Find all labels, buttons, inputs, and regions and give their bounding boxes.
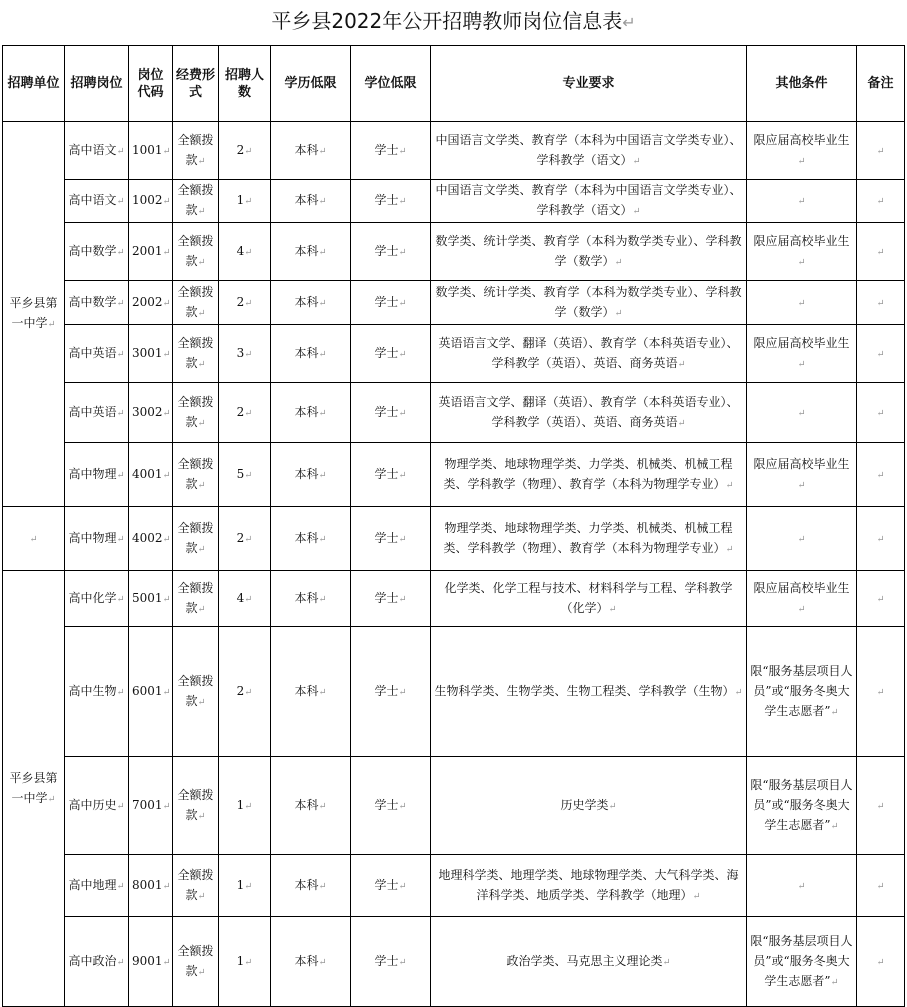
paragraph-mark: ↵ <box>725 543 734 555</box>
post-cell: 高中英语↵ <box>65 325 129 383</box>
paragraph-mark: ↵ <box>116 686 125 698</box>
req-cell: 化学类、化学工程与技术、材料科学与工程、学科教学（化学）↵ <box>431 571 747 627</box>
fund-cell: 全额拨款↵ <box>173 223 219 281</box>
header-cell: 学历低限 <box>271 46 351 122</box>
table-row <box>3 917 905 1007</box>
note-cell <box>857 855 905 917</box>
paragraph-mark: ↵ <box>876 533 885 545</box>
paragraph-mark: ↵ <box>162 297 171 309</box>
paragraph-mark: ↵ <box>244 469 253 481</box>
paragraph-mark: ↵ <box>797 256 806 268</box>
post-cell: 高中政治↵ <box>65 917 129 1007</box>
edu-cell: 本科↵ <box>271 383 351 443</box>
fund-cell: 全额拨款↵ <box>173 507 219 571</box>
paragraph-mark: ↵ <box>244 145 253 157</box>
fund-cell: 全额拨款↵ <box>173 122 219 180</box>
paragraph-mark: ↵ <box>797 533 806 545</box>
edu-cell: 本科↵ <box>271 122 351 180</box>
unit-cell: 平乡县第一中学↵ <box>3 571 65 1007</box>
num-cell: 2↵ <box>219 281 271 325</box>
num-cell: 2↵ <box>219 383 271 443</box>
paragraph-mark: ↵ <box>876 469 885 481</box>
paragraph-mark: ↵ <box>116 297 125 309</box>
paragraph-mark: ↵ <box>116 348 125 360</box>
code-cell: 1002↵ <box>129 180 173 223</box>
cond-cell: 限应届高校毕业生↵ <box>747 122 857 180</box>
paragraph-mark: ↵ <box>244 407 253 419</box>
paragraph-mark: ↵ <box>162 533 171 545</box>
header-cell: 招聘岗位 <box>65 46 129 122</box>
fund-cell: 全额拨款↵ <box>173 855 219 917</box>
paragraph-mark: ↵ <box>318 593 327 605</box>
req-cell: 地理科学类、地理学类、地球物理学类、大气科学类、海洋科学类、地质学类、学科教学（地理）↵ <box>431 855 747 917</box>
paragraph-mark: ↵ <box>632 206 641 217</box>
edu-cell: 本科↵ <box>271 325 351 383</box>
fund-cell: 全额拨款↵ <box>173 627 219 757</box>
paragraph-mark: ↵ <box>318 880 327 892</box>
paragraph-mark: ↵ <box>116 533 125 545</box>
paragraph-mark: ↵ <box>632 155 641 167</box>
paragraph-mark: ↵ <box>734 686 743 698</box>
paragraph-mark: ↵ <box>162 800 171 812</box>
paragraph-mark: ↵ <box>398 880 407 892</box>
edu-cell: 本科↵ <box>271 507 351 571</box>
paragraph-mark: ↵ <box>162 196 171 207</box>
paragraph-mark: ↵ <box>116 145 125 157</box>
paragraph-mark: ↵ <box>830 976 839 988</box>
num-cell: 1↵ <box>219 757 271 855</box>
table-row <box>3 325 905 383</box>
paragraph-mark: ↵ <box>197 307 206 319</box>
req-cell: 数学类、统计学类、教育学（本科为数学类专业）、学科教学（数学）↵ <box>431 281 747 325</box>
paragraph-mark: ↵ <box>162 348 171 360</box>
paragraph-mark: ↵ <box>398 145 407 157</box>
fund-cell: 全额拨款↵ <box>173 383 219 443</box>
paragraph-mark: ↵ <box>318 246 327 258</box>
edu-cell: 本科↵ <box>271 855 351 917</box>
paragraph-mark: ↵ <box>876 800 885 812</box>
cond-cell <box>747 281 857 325</box>
req-cell: 中国语言文学类、教育学（本科为中国语言文学类专业）、学科教学（语文）↵ <box>431 180 747 223</box>
paragraph-mark: ↵ <box>244 686 253 698</box>
code-cell: 7001↵ <box>129 757 173 855</box>
note-cell <box>857 627 905 757</box>
paragraph-mark: ↵ <box>830 820 839 832</box>
paragraph-mark: ↵ <box>318 348 327 360</box>
fund-cell: 全额拨款↵ <box>173 757 219 855</box>
paragraph-mark: ↵ <box>318 956 327 968</box>
paragraph-mark: ↵ <box>662 956 671 968</box>
paragraph-mark: ↵ <box>318 800 327 812</box>
paragraph-mark: ↵ <box>244 348 253 360</box>
paragraph-mark: ↵ <box>398 246 407 258</box>
degree-cell: 学士↵ <box>351 627 431 757</box>
edu-cell: 本科↵ <box>271 223 351 281</box>
degree-cell: 学士↵ <box>351 507 431 571</box>
num-cell: 1↵ <box>219 917 271 1007</box>
paragraph-mark: ↵ <box>116 800 125 812</box>
note-cell <box>857 507 905 571</box>
paragraph-mark: ↵ <box>116 196 125 207</box>
paragraph-mark: ↵ <box>797 155 806 167</box>
paragraph-mark: ↵ <box>318 297 327 309</box>
cond-cell: 限“服务基层项目人员”或“服务冬奥大学生志愿者”↵ <box>747 757 857 855</box>
post-cell: 高中地理↵ <box>65 855 129 917</box>
paragraph-mark: ↵ <box>318 145 327 157</box>
table-row <box>3 180 905 223</box>
paragraph-mark: ↵ <box>197 543 206 555</box>
edu-cell: 本科↵ <box>271 627 351 757</box>
paragraph-mark: ↵ <box>398 800 407 812</box>
paragraph-mark: ↵ <box>318 686 327 698</box>
post-cell: 高中语文↵ <box>65 122 129 180</box>
fund-cell: 全额拨款↵ <box>173 443 219 507</box>
paragraph-mark: ↵ <box>197 810 206 822</box>
paragraph-mark: ↵ <box>116 593 125 605</box>
paragraph-mark: ↵ <box>876 246 885 258</box>
num-cell: 1↵ <box>219 855 271 917</box>
paragraph-mark: ↵ <box>692 890 701 902</box>
cond-cell <box>747 383 857 443</box>
post-cell: 高中物理↵ <box>65 443 129 507</box>
table-row <box>3 571 905 627</box>
paragraph-mark: ↵ <box>830 706 839 718</box>
paragraph-mark: ↵ <box>244 533 253 545</box>
fund-cell: 全额拨款↵ <box>173 917 219 1007</box>
edu-cell: 本科↵ <box>271 281 351 325</box>
num-cell: 5↵ <box>219 443 271 507</box>
paragraph-mark: ↵ <box>797 603 806 615</box>
degree-cell: 学士↵ <box>351 443 431 507</box>
paragraph-mark: ↵ <box>318 469 327 481</box>
paragraph-mark: ↵ <box>318 196 327 207</box>
paragraph-mark: ↵ <box>197 966 206 978</box>
paragraph-mark: ↵ <box>244 880 253 892</box>
req-cell: 历史学类↵ <box>431 757 747 855</box>
table-row <box>3 122 905 180</box>
req-cell: 数学类、统计学类、教育学（本科为数学类专业）、学科教学（数学）↵ <box>431 223 747 281</box>
paragraph-mark: ↵ <box>162 956 171 968</box>
paragraph-mark: ↵ <box>197 417 206 429</box>
paragraph-mark: ↵ <box>797 880 806 892</box>
table-row <box>3 281 905 325</box>
note-cell <box>857 180 905 223</box>
cond-cell <box>747 507 857 571</box>
title-text: 平乡县2022年公开招聘教师岗位信息表 <box>271 9 623 33</box>
degree-cell: 学士↵ <box>351 122 431 180</box>
code-cell: 2002↵ <box>129 281 173 325</box>
paragraph-mark: ↵ <box>244 246 253 258</box>
degree-cell: 学士↵ <box>351 757 431 855</box>
fund-cell: 全额拨款↵ <box>173 281 219 325</box>
note-cell <box>857 571 905 627</box>
paragraph-mark: ↵ <box>244 196 253 207</box>
paragraph-mark: ↵ <box>725 479 734 491</box>
page-title <box>0 4 907 38</box>
code-cell: 1001↵ <box>129 122 173 180</box>
paragraph-mark: ↵ <box>244 956 253 968</box>
paragraph-mark: ↵ <box>876 145 885 157</box>
paragraph-mark: ↵ <box>876 686 885 698</box>
paragraph-mark: ↵ <box>162 246 171 258</box>
cond-cell: 限“服务基层项目人员”或“服务冬奥大学生志愿者”↵ <box>747 627 857 757</box>
code-cell: 2001↵ <box>129 223 173 281</box>
paragraph-mark: ↵ <box>244 800 253 812</box>
code-cell: 4002↵ <box>129 507 173 571</box>
code-cell: 6001↵ <box>129 627 173 757</box>
degree-cell: 学士↵ <box>351 855 431 917</box>
cond-cell: 限应届高校毕业生↵ <box>747 223 857 281</box>
cond-cell: 限应届高校毕业生↵ <box>747 325 857 383</box>
paragraph-mark: ↵ <box>162 880 171 892</box>
paragraph-mark: ↵ <box>608 800 617 812</box>
edu-cell: 本科↵ <box>271 443 351 507</box>
note-cell <box>857 223 905 281</box>
paragraph-mark: ↵ <box>677 417 686 429</box>
cond-cell <box>747 855 857 917</box>
header-cell: 专业要求 <box>431 46 747 122</box>
paragraph-mark: ↵ <box>47 793 56 805</box>
header-cell: 经费形式 <box>173 46 219 122</box>
table-row <box>3 757 905 855</box>
edu-cell: 本科↵ <box>271 180 351 223</box>
header-cell: 招聘人数 <box>219 46 271 122</box>
header-cell: 招聘单位 <box>3 46 65 122</box>
table-row <box>3 855 905 917</box>
edu-cell: 本科↵ <box>271 757 351 855</box>
table-row <box>3 223 905 281</box>
paragraph-mark: ↵ <box>398 196 407 207</box>
fund-cell: 全额拨款↵ <box>173 571 219 627</box>
degree-cell: 学士↵ <box>351 383 431 443</box>
paragraph-mark: ↵ <box>398 297 407 309</box>
num-cell: 4↵ <box>219 223 271 281</box>
paragraph-mark: ↵ <box>197 696 206 708</box>
table-row <box>3 627 905 757</box>
code-cell: 3001↵ <box>129 325 173 383</box>
req-cell: 物理学类、地球物理学类、力学类、机械类、机械工程类、学科教学（物理）、教育学（本科为物理学专业）↵ <box>431 443 747 507</box>
paragraph-mark: ↵ <box>622 13 636 32</box>
paragraph-mark: ↵ <box>116 469 125 481</box>
paragraph-mark: ↵ <box>797 297 806 309</box>
paragraph-mark: ↵ <box>197 256 206 268</box>
code-cell: 4001↵ <box>129 443 173 507</box>
degree-cell: 学士↵ <box>351 917 431 1007</box>
paragraph-mark: ↵ <box>197 890 206 902</box>
req-cell: 生物科学类、生物学类、生物工程类、学科教学（生物）↵ <box>431 627 747 757</box>
code-cell: 8001↵ <box>129 855 173 917</box>
paragraph-mark: ↵ <box>244 297 253 309</box>
header-cell: 岗位代码 <box>129 46 173 122</box>
paragraph-mark: ↵ <box>318 407 327 419</box>
paragraph-mark: ↵ <box>318 533 327 545</box>
paragraph-mark: ↵ <box>116 956 125 968</box>
paragraph-mark: ↵ <box>876 348 885 360</box>
note-cell <box>857 122 905 180</box>
paragraph-mark: ↵ <box>197 479 206 491</box>
degree-cell: 学士↵ <box>351 223 431 281</box>
paragraph-mark: ↵ <box>876 407 885 419</box>
paragraph-mark: ↵ <box>876 880 885 892</box>
paragraph-mark: ↵ <box>876 956 885 968</box>
header-row <box>3 46 905 122</box>
code-cell: 9001↵ <box>129 917 173 1007</box>
num-cell: 3↵ <box>219 325 271 383</box>
paragraph-mark: ↵ <box>398 956 407 968</box>
unit-cell <box>3 507 65 571</box>
paragraph-mark: ↵ <box>29 533 38 545</box>
req-cell: 英语语言文学、翻译（英语）、教育学（本科英语专业）、学科教学（英语）、英语、商务英语↵ <box>431 383 747 443</box>
note-cell <box>857 383 905 443</box>
num-cell: 4↵ <box>219 571 271 627</box>
paragraph-mark: ↵ <box>162 686 171 698</box>
paragraph-mark: ↵ <box>608 603 617 615</box>
paragraph-mark: ↵ <box>876 593 885 605</box>
table-row <box>3 507 905 571</box>
degree-cell: 学士↵ <box>351 325 431 383</box>
paragraph-mark: ↵ <box>614 256 623 268</box>
post-cell: 高中语文↵ <box>65 180 129 223</box>
num-cell: 2↵ <box>219 627 271 757</box>
table-row <box>3 443 905 507</box>
req-cell: 中国语言文学类、教育学（本科为中国语言文学类专业）、学科教学（语文）↵ <box>431 122 747 180</box>
paragraph-mark: ↵ <box>197 358 206 370</box>
paragraph-mark: ↵ <box>797 358 806 370</box>
paragraph-mark: ↵ <box>797 479 806 491</box>
paragraph-mark: ↵ <box>876 196 885 207</box>
num-cell: 1↵ <box>219 180 271 223</box>
note-cell <box>857 325 905 383</box>
paragraph-mark: ↵ <box>197 206 206 217</box>
paragraph-mark: ↵ <box>162 469 171 481</box>
post-cell: 高中数学↵ <box>65 223 129 281</box>
post-cell: 高中化学↵ <box>65 571 129 627</box>
cond-cell: 限“服务基层项目人员”或“服务冬奥大学生志愿者”↵ <box>747 917 857 1007</box>
req-cell: 英语语言文学、翻译（英语）、教育学（本科英语专业）、学科教学（英语）、英语、商务英语↵ <box>431 325 747 383</box>
paragraph-mark: ↵ <box>677 358 686 370</box>
code-cell: 3002↵ <box>129 383 173 443</box>
edu-cell: 本科↵ <box>271 571 351 627</box>
paragraph-mark: ↵ <box>244 593 253 605</box>
num-cell: 2↵ <box>219 122 271 180</box>
paragraph-mark: ↵ <box>797 407 806 419</box>
paragraph-mark: ↵ <box>398 469 407 481</box>
paragraph-mark: ↵ <box>398 533 407 545</box>
post-cell: 高中历史↵ <box>65 757 129 855</box>
paragraph-mark: ↵ <box>116 880 125 892</box>
cond-cell <box>747 180 857 223</box>
paragraph-mark: ↵ <box>398 348 407 360</box>
recruitment-table <box>2 45 905 1007</box>
note-cell <box>857 917 905 1007</box>
degree-cell: 学士↵ <box>351 281 431 325</box>
header-cell: 备注 <box>857 46 905 122</box>
note-cell <box>857 443 905 507</box>
header-cell: 其他条件 <box>747 46 857 122</box>
fund-cell: 全额拨款↵ <box>173 180 219 223</box>
paragraph-mark: ↵ <box>197 155 206 167</box>
paragraph-mark: ↵ <box>47 319 56 330</box>
paragraph-mark: ↵ <box>197 603 206 615</box>
req-cell: 物理学类、地球物理学类、力学类、机械类、机械工程类、学科教学（物理）、教育学（本科为物理学专业）↵ <box>431 507 747 571</box>
edu-cell: 本科↵ <box>271 917 351 1007</box>
degree-cell: 学士↵ <box>351 180 431 223</box>
paragraph-mark: ↵ <box>162 145 171 157</box>
paragraph-mark: ↵ <box>116 246 125 258</box>
post-cell: 高中数学↵ <box>65 281 129 325</box>
post-cell: 高中生物↵ <box>65 627 129 757</box>
degree-cell: 学士↵ <box>351 571 431 627</box>
table-row <box>3 383 905 443</box>
code-cell: 5001↵ <box>129 571 173 627</box>
paragraph-mark: ↵ <box>797 196 806 207</box>
paragraph-mark: ↵ <box>398 593 407 605</box>
num-cell: 2↵ <box>219 507 271 571</box>
paragraph-mark: ↵ <box>876 297 885 309</box>
post-cell: 高中物理↵ <box>65 507 129 571</box>
paragraph-mark: ↵ <box>614 307 623 319</box>
fund-cell: 全额拨款↵ <box>173 325 219 383</box>
paragraph-mark: ↵ <box>162 407 171 419</box>
paragraph-mark: ↵ <box>162 593 171 605</box>
cond-cell: 限应届高校毕业生↵ <box>747 443 857 507</box>
paragraph-mark: ↵ <box>398 686 407 698</box>
post-cell: 高中英语↵ <box>65 383 129 443</box>
paragraph-mark: ↵ <box>398 407 407 419</box>
note-cell <box>857 281 905 325</box>
unit-cell: 平乡县第一中学↵ <box>3 122 65 507</box>
cond-cell: 限应届高校毕业生↵ <box>747 571 857 627</box>
req-cell: 政治学类、马克思主义理论类↵ <box>431 917 747 1007</box>
header-cell: 学位低限 <box>351 46 431 122</box>
note-cell <box>857 757 905 855</box>
paragraph-mark: ↵ <box>116 407 125 419</box>
